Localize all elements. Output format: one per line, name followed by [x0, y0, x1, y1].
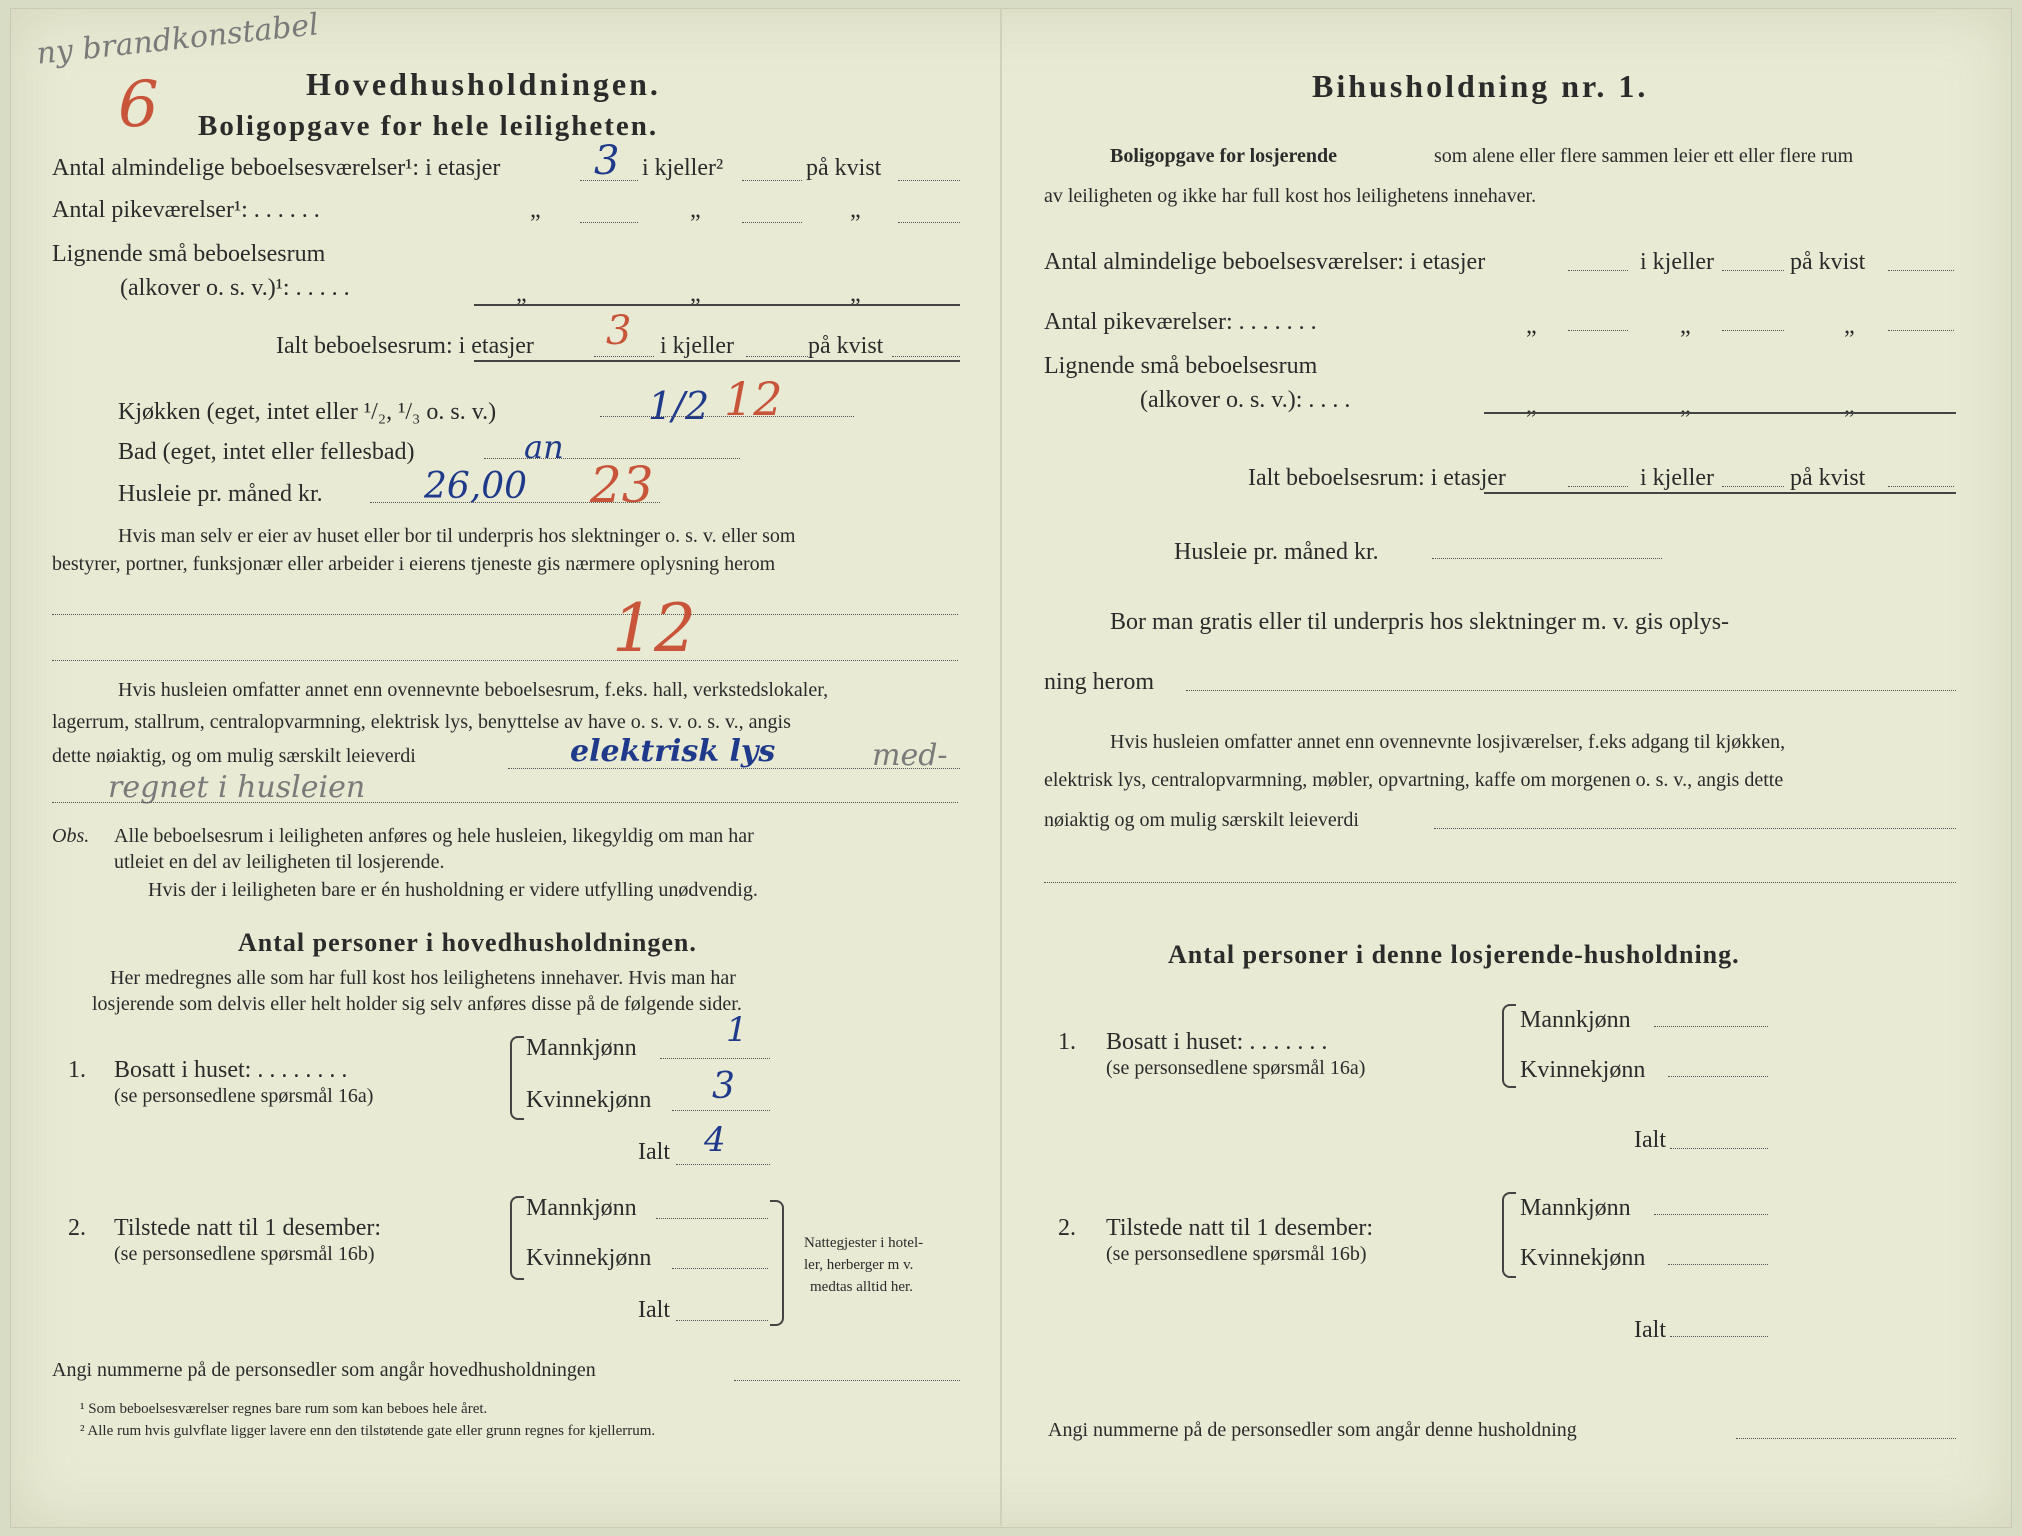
- angi-left-line: [734, 1380, 960, 1381]
- row1-value: 3: [594, 138, 620, 184]
- row3-ditto-3: „: [850, 281, 861, 307]
- right-title: Bihusholdning nr. 1.: [1312, 68, 1649, 104]
- right-row1-line: [1568, 270, 1628, 271]
- right-intro-2: av leiligheten og ikke har full kost hos leilighetens innehaver.: [1044, 185, 1537, 207]
- page-number: 6: [118, 68, 159, 142]
- obs-label: Obs.: [52, 825, 90, 847]
- right-q2-mann: Mannkjønn: [1520, 1195, 1631, 1221]
- angi-right: Angi nummerne på de personsedler som angår denne husholdning: [1048, 1419, 1577, 1441]
- eier-text-2: bestyrer, portner, funksjonær eller arbeider i eierens tjeneste gis nærmere oplysning herom: [52, 553, 776, 575]
- bad-label: Bad (eget, intet eller fellesbad): [118, 439, 415, 465]
- q1-label: Bosatt i huset: . . . . . . . .: [114, 1057, 348, 1083]
- kjokken-red: 12: [724, 372, 783, 426]
- row2-ditto-1: „: [530, 197, 541, 223]
- right-row2-ditto-3: „: [1844, 313, 1855, 339]
- right-row1-label: Antal almindelige beboelsesværelser: i etasjer: [1044, 249, 1486, 275]
- bad-value: an: [524, 428, 564, 466]
- obs-1: Alle beboelsesrum i leiligheten anføres og hele husleien, likegyldig om man har: [114, 825, 754, 847]
- right-total-kjeller-line: [1722, 486, 1784, 487]
- right-husleie-label: Husleie pr. måned kr.: [1174, 539, 1379, 565]
- row1-kjeller-label: i kjeller²: [642, 155, 724, 181]
- left-title: Hovedhusholdningen.: [306, 66, 661, 102]
- natte-2: ler, herberger m v.: [804, 1257, 914, 1273]
- total-kjeller-line: [746, 356, 808, 357]
- right-total-kvist: på kvist: [1790, 465, 1866, 491]
- right-q2-mann-line: [1654, 1214, 1768, 1215]
- right-q1-ialt-line: [1670, 1148, 1768, 1149]
- right-row1-kjeller-line: [1722, 270, 1784, 271]
- right-q2-sub: (se personsedlene spørsmål 16b): [1106, 1243, 1367, 1265]
- row3-underline: [474, 304, 960, 306]
- q2-brace: [510, 1196, 524, 1280]
- husleie-label: Husleie pr. måned kr.: [118, 481, 323, 507]
- total-underline: [474, 360, 960, 362]
- persons-2: losjerende som delvis eller helt holder sig selv anføres disse på de følgende sider.: [92, 993, 742, 1015]
- right-gratis-2: ning herom: [1044, 669, 1154, 695]
- row2-ditto-2: „: [690, 197, 701, 223]
- q1-mann-label: Mannkjønn: [526, 1035, 637, 1061]
- right-total-underline: [1484, 492, 1956, 494]
- row2-label: Antal pikeværelser¹: . . . . . .: [52, 197, 320, 223]
- right-q1-ialt: Ialt: [1634, 1127, 1666, 1153]
- right-row3-ditto-3: „: [1844, 393, 1855, 419]
- husleie-line: [370, 502, 660, 503]
- omfatter-1: Hvis husleien omfatter annet enn ovennevnte beboelsesrum, f.eks. hall, verkstedslokaler,: [118, 679, 829, 701]
- row3-ditto-2: „: [690, 281, 701, 307]
- husleie-value: 26,00: [424, 466, 528, 507]
- row3-ditto-1: „: [516, 281, 527, 307]
- right-row3b-label: (alkover o. s. v.): . . . .: [1140, 387, 1351, 413]
- row3a-label: Lignende små beboelsesrum: [52, 241, 326, 267]
- right-omfatter-line-1: [1434, 828, 1956, 829]
- row1-kvist-line: [898, 180, 960, 181]
- q2-number: 2.: [68, 1215, 86, 1241]
- row3b-label: (alkover o. s. v.)¹: . . . . .: [120, 275, 350, 301]
- omfatter-pencil-2: regnet i husleien: [108, 770, 366, 805]
- right-q2-ialt-line: [1670, 1336, 1768, 1337]
- right-row2-ditto-1: „: [1526, 313, 1537, 339]
- right-q2-kvinne-line: [1668, 1264, 1768, 1265]
- right-q1-number: 1.: [1058, 1029, 1076, 1055]
- q2-label: Tilstede natt til 1 desember:: [114, 1215, 382, 1241]
- omfatter-2: lagerrum, stallrum, centralopvarmning, elektrisk lys, benyttelse av have o. s. v. o. s. v., angis: [52, 711, 791, 733]
- right-row3a-label: Lignende små beboelsesrum: [1044, 353, 1318, 379]
- right-row2-label: Antal pikeværelser: . . . . . . .: [1044, 309, 1317, 335]
- footnote-2: ² Alle rum hvis gulvflate ligger lavere enn den tilstøtende gate eller grunn regnes for kjellerrum.: [80, 1423, 656, 1439]
- persons-title: Antal personer i hovedhusholdningen.: [238, 928, 697, 957]
- right-omfatter-2: elektrisk lys, centralopvarmning, møbler, opvartning, kaffe om morgenen o. s. v., angis dette: [1044, 769, 1784, 791]
- right-row2-line-1: [1568, 330, 1628, 331]
- natte-3: medtas alltid her.: [810, 1279, 913, 1295]
- persons-1: Her medregnes alle som har full kost hos leilighetens innehaver. Hvis man har: [110, 967, 736, 989]
- right-omfatter-1: Hvis husleien omfatter annet enn ovennevnte losjiværelser, f.eks adgang til kjøkken,: [1110, 731, 1786, 753]
- q1-kvinne-label: Kvinnekjønn: [526, 1087, 652, 1113]
- kjokken-label: Kjøkken (eget, intet eller ¹/₂, ¹/₃ o. s. v.): [118, 399, 497, 425]
- row2-line-2: [742, 222, 802, 223]
- footnote-1: ¹ Som beboelsesværelser regnes bare rum som kan beboes hele året.: [80, 1401, 488, 1417]
- right-q2-number: 2.: [1058, 1215, 1076, 1241]
- natte-1: Nattegjester i hotel-: [804, 1235, 924, 1251]
- right-q1-label: Bosatt i huset: . . . . . . .: [1106, 1029, 1328, 1055]
- right-row3-underline: [1484, 412, 1956, 414]
- total-kvist-line: [892, 356, 960, 357]
- q2-ialt-label: Ialt: [638, 1297, 670, 1323]
- right-total-kvist-line: [1888, 486, 1954, 487]
- row1-line: [580, 180, 638, 181]
- row2-line-3: [898, 222, 960, 223]
- right-intro-bold: Boligopgave for losjerende: [1110, 145, 1338, 167]
- right-gratis-1: Bor man gratis eller til underpris hos slektninger m. v. gis oplys-: [1110, 609, 1730, 635]
- right-q1-sub: (se personsedlene spørsmål 16a): [1106, 1057, 1366, 1079]
- q1-mann-value: 1: [726, 1010, 748, 1050]
- right-row2-line-3: [1888, 330, 1954, 331]
- right-row2-ditto-2: „: [1680, 313, 1691, 339]
- right-q1-kvinne: Kvinnekjønn: [1520, 1057, 1646, 1083]
- right-omfatter-3: nøiaktig og om mulig særskilt leieverdi: [1044, 809, 1359, 831]
- q2-sub: (se personsedlene spørsmål 16b): [114, 1243, 375, 1265]
- right-q2-ialt: Ialt: [1634, 1317, 1666, 1343]
- right-q2-brace: [1502, 1192, 1516, 1278]
- row2-ditto-3: „: [850, 197, 861, 223]
- right-persons-title: Antal personer i denne losjerende-husholdning.: [1168, 940, 1740, 969]
- q1-ialt-line: [676, 1164, 770, 1165]
- obs-2: utleiet en del av leiligheten til losjerende.: [114, 851, 445, 873]
- right-total-line: [1568, 486, 1628, 487]
- right-omfatter-line-2: [1044, 882, 1956, 883]
- q2-ialt-line: [676, 1320, 768, 1321]
- right-row3-ditto-2: „: [1680, 393, 1691, 419]
- q2-kvinne-line: [672, 1268, 768, 1269]
- omfatter-line-2: [52, 802, 958, 803]
- q1-kvinne-line: [672, 1110, 770, 1111]
- right-total-label: Ialt beboelsesrum: i etasjer: [1248, 465, 1506, 491]
- margin-note: ny brandkonstabel: [34, 7, 321, 72]
- angi-right-line: [1736, 1438, 1956, 1439]
- right-total-kjeller: i kjeller: [1640, 465, 1714, 491]
- eier-line-1: [52, 614, 958, 615]
- row2-line-1: [580, 222, 638, 223]
- omfatter-value: elektrisk lys: [570, 734, 776, 769]
- total-label: Ialt beboelsesrum: i etasjer: [276, 333, 534, 359]
- q2-mann-label: Mannkjønn: [526, 1195, 637, 1221]
- right-row2-line-2: [1722, 330, 1784, 331]
- angi-left: Angi nummerne på de personsedler som angår hovedhusholdningen: [52, 1359, 596, 1381]
- q1-ialt-label: Ialt: [638, 1139, 670, 1165]
- kjokken-value: 1/2: [648, 384, 710, 428]
- eier-line-2: [52, 660, 958, 661]
- row1-label: Antal almindelige beboelsesværelser¹: i etasjer: [52, 155, 501, 181]
- q1-sub: (se personsedlene spørsmål 16a): [114, 1085, 374, 1107]
- eier-red: 12: [612, 590, 696, 667]
- right-intro-1: som alene eller flere sammen leier ett eller flere rum: [1434, 145, 1854, 167]
- kjokken-line: [600, 416, 854, 417]
- q1-kvinne-value: 3: [712, 1066, 735, 1107]
- q1-brace: [510, 1036, 524, 1120]
- omfatter-pencil-1: med-: [872, 738, 948, 773]
- q2-right-brace: [770, 1200, 784, 1326]
- right-q1-mann-line: [1654, 1026, 1768, 1027]
- right-q2-kvinne: Kvinnekjønn: [1520, 1245, 1646, 1271]
- right-q1-mann: Mannkjønn: [1520, 1007, 1631, 1033]
- q1-number: 1.: [68, 1057, 86, 1083]
- husleie-red: 23: [590, 456, 654, 514]
- census-form-sheet: [10, 8, 2012, 1528]
- total-kvist: på kvist: [808, 333, 884, 359]
- q1-ialt-value: 4: [704, 1120, 726, 1160]
- left-subtitle: Boligopgave for hele leiligheten.: [198, 110, 659, 142]
- right-q1-kvinne-line: [1668, 1076, 1768, 1077]
- q2-kvinne-label: Kvinnekjønn: [526, 1245, 652, 1271]
- right-q1-brace: [1502, 1004, 1516, 1088]
- obs-3: Hvis der i leiligheten bare er én husholdning er videre utfylling unødvendig.: [148, 879, 758, 901]
- right-row1-kvist: på kvist: [1790, 249, 1866, 275]
- total-line: [594, 356, 654, 357]
- q2-mann-line: [656, 1218, 768, 1219]
- right-husleie-line: [1432, 558, 1662, 559]
- right-row1-kjeller: i kjeller: [1640, 249, 1714, 275]
- right-row3-ditto-1: „: [1526, 393, 1537, 419]
- right-q2-label: Tilstede natt til 1 desember:: [1106, 1215, 1374, 1241]
- right-row1-kvist-line: [1888, 270, 1954, 271]
- right-gratis-line: [1186, 690, 1956, 691]
- row1-kjeller-line: [742, 180, 802, 181]
- row1-kvist-label: på kvist: [806, 155, 882, 181]
- omfatter-line-1: [508, 768, 960, 769]
- omfatter-3: dette nøiaktig, og om mulig særskilt leieverdi: [52, 745, 416, 767]
- total-kjeller: i kjeller: [660, 333, 734, 359]
- total-value: 3: [606, 308, 632, 354]
- page-fold: [1000, 8, 1002, 1526]
- q1-mann-line: [660, 1058, 770, 1059]
- eier-text-1: Hvis man selv er eier av huset eller bor til underpris hos slektninger o. s. v. eller som: [118, 525, 796, 547]
